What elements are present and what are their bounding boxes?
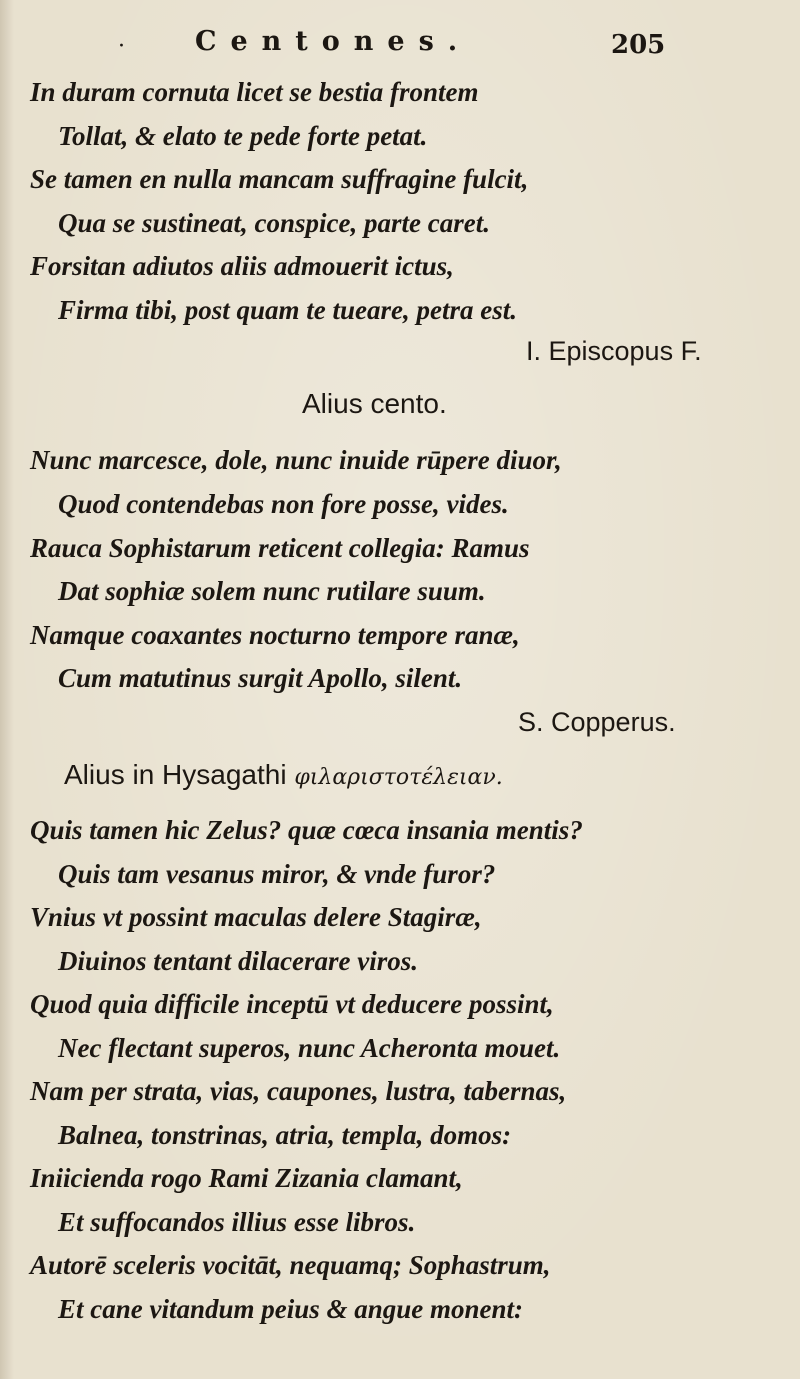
poem2-line: Dat sophiæ solem nunc rutilare suum. [58,576,486,606]
poem3-line: Autorē sceleris vocitāt, nequamq; Sophastrum, [30,1250,551,1280]
poem3-line: Et suffocandos illius esse libros. [58,1207,416,1237]
poem1-line: In duram cornuta licet se bestia frontem [30,77,479,107]
poem3-line: Vnius vt possint maculas delere Stagiræ, [30,902,482,932]
poem3-heading-latin: Alius in Hysagathi [64,759,287,790]
poem3-line: Diuinos tentant dilacerare viros. [58,946,419,976]
poem1-line: Tollat, & elato te pede forte petat. [58,121,428,151]
poem1-signature: I. Episcopus F. [526,336,702,366]
poem2-line: Rauca Sophistarum reticent collegia: Ramus [30,533,530,563]
poem2-line: Namque coaxantes nocturno tempore ranæ, [30,620,520,650]
running-head-dot: · [118,34,125,59]
poem1-line: Qua se sustineat, conspice, parte caret. [58,208,490,238]
poem3-heading-greek: φιλαριστοτέλειαν. [294,765,503,790]
poem1-line: Se tamen en nulla mancam suffragine fulcit, [30,164,529,194]
poem3-line: Quis tam vesanus miror, & vnde furor? [58,859,496,889]
poem3-line: Quod quia difficile inceptū vt deducere possint, [30,989,554,1019]
poem2-heading: Alius cento. [302,388,447,419]
poem2-line: Quod contendebas non fore posse, vides. [58,489,509,519]
poem3-line: Iniicienda rogo Rami Zizania clamant, [30,1163,463,1193]
poem3-line: Balnea, tonstrinas, atria, templa, domos: [58,1120,512,1150]
poem3-line: Nam per strata, vias, caupones, lustra, tabernas, [30,1076,567,1106]
poem3-line: Et cane vitandum peius & angue monent: [58,1294,524,1324]
running-head [0,20,800,60]
poem2-line: Cum matutinus surgit Apollo, silent. [58,663,463,693]
poem3-heading [64,758,503,795]
poem1-line: Forsitan adiutos aliis admouerit ictus, [30,251,454,281]
running-title: Centones. [195,26,472,57]
page-gutter [0,0,14,1379]
poem1-line: Firma tibi, post quam te tueare, petra est. [58,295,518,325]
poem2-line: Nunc marcesce, dole, nunc inuide rūpere diuor, [30,445,562,475]
poem3-line: Quis tamen hic Zelus? quæ cœca insania mentis? [30,815,583,845]
poem2-signature: S. Copperus. [518,707,676,737]
page-number: 205 [611,30,666,60]
poem3-line: Nec flectant superos, nunc Acheronta mouet. [58,1033,561,1063]
